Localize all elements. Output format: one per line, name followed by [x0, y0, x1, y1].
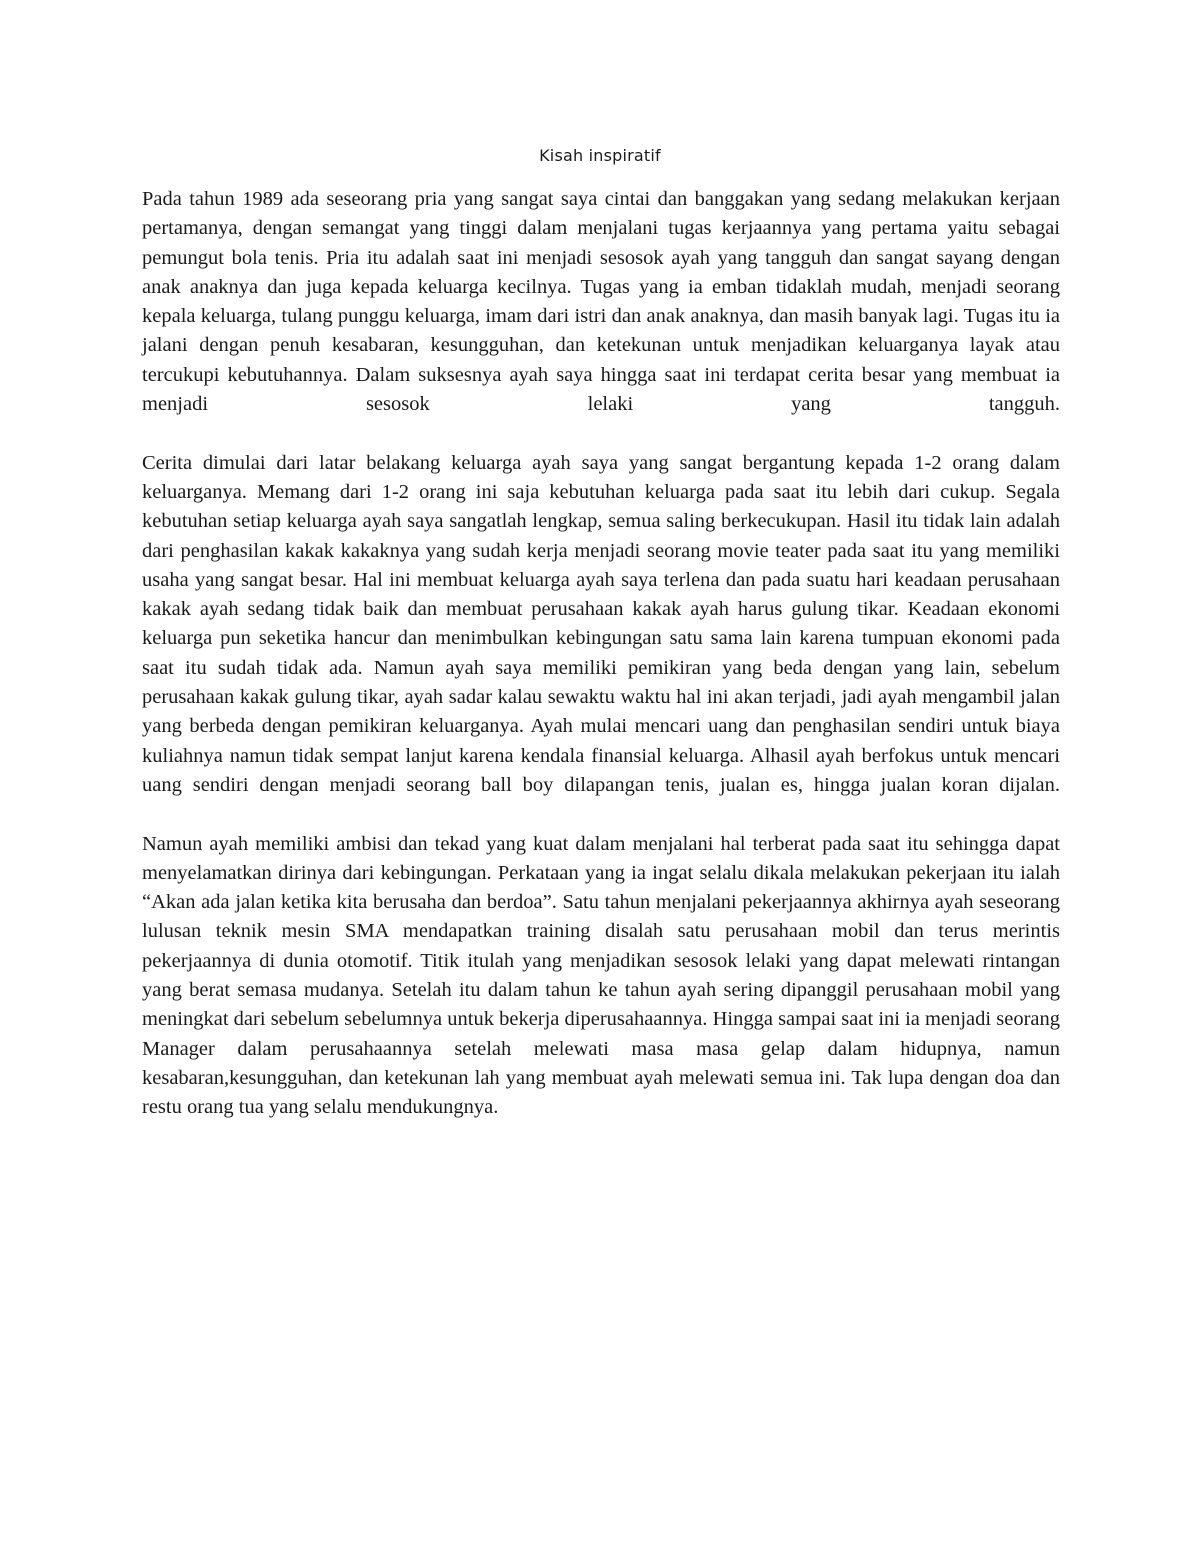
document-body: [142, 185, 1060, 1123]
document-title: Kisah inspiratif: [539, 146, 661, 165]
paragraph-3: Namun ayah memiliki ambisi dan tekad yang kuat dalam menjalani hal terberat pada saat itu sehingga dapat menyelamatkan dirinya dari kebingungan. Perkataan yang ia ingat selalu dikala melakukan pekerjaan itu ialah “Akan ada jalan ketika kita berusaha dan berdoa”. Satu tahun menjalani pekerjaannya akhirnya ayah seseorang lulusan teknik mesin SMA mendapatkan training disalah satu perusahaan mobil dan terus merintis pekerjaannya di dunia otomotif. Titik itulah yang menjadikan sesosok lelaki yang dapat melewati rintangan yang berat semasa mudanya. Setelah itu dalam tahun ke tahun ayah sering dipanggil perusahaan mobil yang meningkat dari sebelum sebelumnya untuk bekerja diperusahaannya. Hingga sampai saat ini ia menjadi seorang Manager dalam perusahaannya setelah melewati masa masa gelap dalam hidupnya, namun kesabaran,kesungguhan, dan ketekunan lah yang membuat ayah melewati semua ini. Tak lupa dengan doa dan restu orang tua yang selalu mendukungnya.: [142, 832, 1060, 1119]
paragraph-1: Pada tahun 1989 ada seseorang pria yang sangat saya cintai dan banggakan yang sedang melakukan kerjaan pertamanya, dengan semangat yang tinggi dalam menjalani tugas kerjaannya yang pertama yaitu sebagai pemungut bola tenis. Pria itu adalah saat ini menjadi sesosok ayah yang tangguh dan sangat sayang dengan anak anaknya dan juga kepada keluarga kecilnya. Tugas yang ia emban tidaklah mudah, menjadi seorang kepala keluarga, tulang punggu keluarga, imam dari istri dan anak anaknya, dan masih banyak lagi. Tugas itu ia jalani dengan penuh kesabaran, kesungguhan, dan ketekunan untuk menjadikan keluarganya layak atau tercukupi kebutuhannya. Dalam suksesnya ayah saya hingga saat ini terdapat cerita besar yang membuat ia menjadi sesosok lelaki yang tangguh.: [142, 188, 1060, 416]
paragraph-2: Cerita dimulai dari latar belakang keluarga ayah saya yang sangat bergantung kepada 1-2 orang dalam keluarganya. Memang dari 1-2 orang ini saja kebutuhan keluarga pada saat itu lebih dari cukup. Segala kebutuhan setiap keluarga ayah saya sangatlah lengkap, semua saling berkecukupan. Hasil itu tidak lain adalah dari penghasilan kakak kakaknya yang sudah kerja menjadi seorang movie teater pada saat itu yang memiliki usaha yang sangat besar. Hal ini membuat keluarga ayah saya terlena dan pada suatu hari keadaan perusahaan kakak ayah sedang tidak baik dan membuat perusahaan kakak ayah harus gulung tikar. Keadaan ekonomi keluarga pun seketika hancur dan menimbulkan kebingungan satu sama lain karena tumpuan ekonomi pada saat itu sudah tidak ada. Namun ayah saya memiliki pemikiran yang beda dengan yang lain, sebelum perusahaan kakak gulung tikar, ayah sadar kalau sewaktu waktu hal ini akan terjadi, jadi ayah mengambil jalan yang berbeda dengan pemikiran keluarganya. Ayah mulai mencari uang dan penghasilan sendiri untuk biaya kuliahnya namun tidak sempat lanjut karena kendala finansial keluarga. Alhasil ayah berfokus untuk mencari uang sendiri dengan menjadi seorang ball boy dilapangan tenis, jualan es, hingga jualan koran dijalan.: [142, 451, 1060, 796]
